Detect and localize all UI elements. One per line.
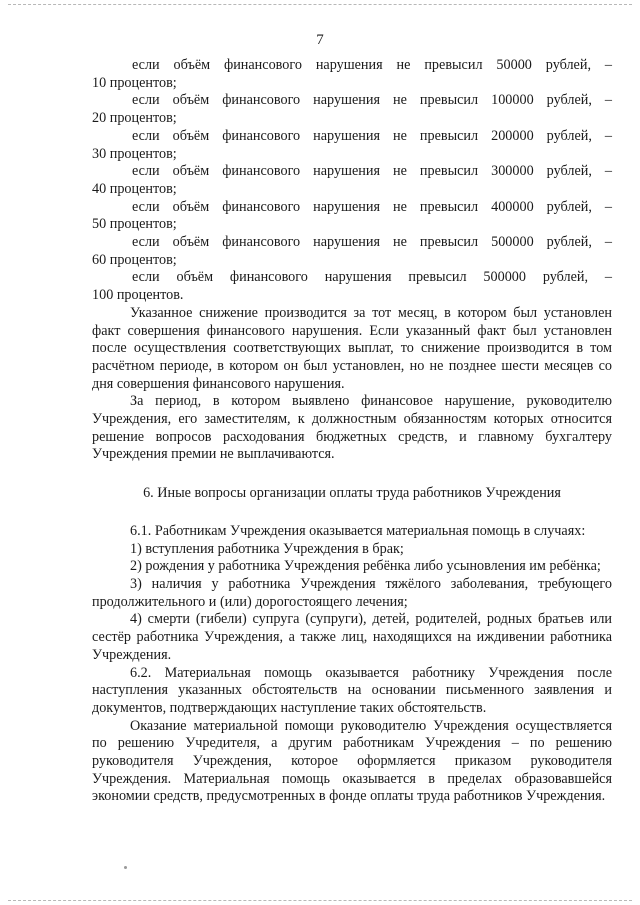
paragraph-provision: Оказание материальной помощи руководителю Учреждения осуществляется по решению Учредителя, а другим работникам Учреждения – по решению руководителя Учреждения, которое оформляется приказом руководителя Учреждения. Материальная помощь оказывается в пределах образовавшейся экономии средств, предусмотренных в фонде оплаты труда работников Учреждения. — [92, 717, 612, 805]
section-heading: 6. Иные вопросы организации оплаты труда работников Учреждения — [143, 485, 561, 502]
reduction-line: если объём финансового нарушения не превысил 500000 рублей, – — [132, 234, 612, 251]
scan-edge-top — [8, 4, 632, 5]
reduction-value: 40 процентов; — [92, 180, 177, 197]
paragraph-6-1: 6.1. Работникам Учреждения оказывается материальная помощь в случаях: — [130, 522, 586, 539]
reduction-line: если объём финансового нарушения не превысил 50000 рублей, – — [132, 57, 612, 73]
case-item: 3) наличия у работника Учреждения тяжёлого заболевания, требующего продолжительного и (или) дорогостоящего лечения; — [92, 575, 612, 610]
reduction-line: если объём финансового нарушения превысил 500000 рублей, – — [132, 269, 612, 286]
reduction-value: 60 процентов; — [92, 251, 177, 268]
reduction-line: если объём финансового нарушения не превысил 100000 рублей, – — [132, 92, 612, 109]
reduction-value: 10 процентов; — [92, 74, 177, 91]
paragraph-reduction: Указанное снижение производится за тот месяц, в котором был установлен факт совершения финансового нарушения. Если указанный факт был установлен после осуществления соответствующих выплат, то снижение производится в том расчётном периоде, в котором он был установлен, но не позднее шести месяцев со дня совершения финансового нарушения. — [92, 304, 612, 392]
paragraph-6-2: 6.2. Материальная помощь оказывается работнику Учреждения после наступления указанных обстоятельств на основании письменного заявления и документов, подтверждающих наступление таких обстоятельств. — [92, 664, 612, 716]
reduction-value: 20 процентов; — [92, 110, 177, 127]
paragraph-no-bonus: За период, в котором выявлено финансовое нарушение, руководителю Учреждения, его заместителям, к должностным обязанностям которых относится решение вопросов расходования бюджетных средств, и главному бухгалтеру Учреждения премии не выплачиваются. — [92, 393, 612, 463]
reduction-line: если объём финансового нарушения не превысил 400000 рублей, – — [132, 198, 612, 215]
case-item: 4) смерти (гибели) супруга (супруги), детей, родителей, родных братьев или сестёр работника Учреждения, а также лиц, находящихся на иждивении работника Учреждения. — [92, 611, 612, 663]
case-item: 2) рождения у работника Учреждения ребёнка либо усыновления им ребёнка; — [130, 558, 601, 575]
reduction-value: 100 процентов. — [92, 287, 184, 304]
reduction-line: если объём финансового нарушения не превысил 200000 рублей, – — [132, 127, 612, 144]
scan-edge-bottom — [8, 900, 632, 901]
case-item: 1) вступления работника Учреждения в брак; — [130, 540, 404, 557]
reduction-line: если объём финансового нарушения не превысил 300000 рублей, – — [132, 163, 612, 180]
reduction-value: 50 процентов; — [92, 216, 177, 233]
page-number: 7 — [316, 32, 324, 48]
reduction-value: 30 процентов; — [92, 145, 177, 162]
scan-speck — [124, 866, 127, 869]
document-body — [92, 57, 612, 806]
